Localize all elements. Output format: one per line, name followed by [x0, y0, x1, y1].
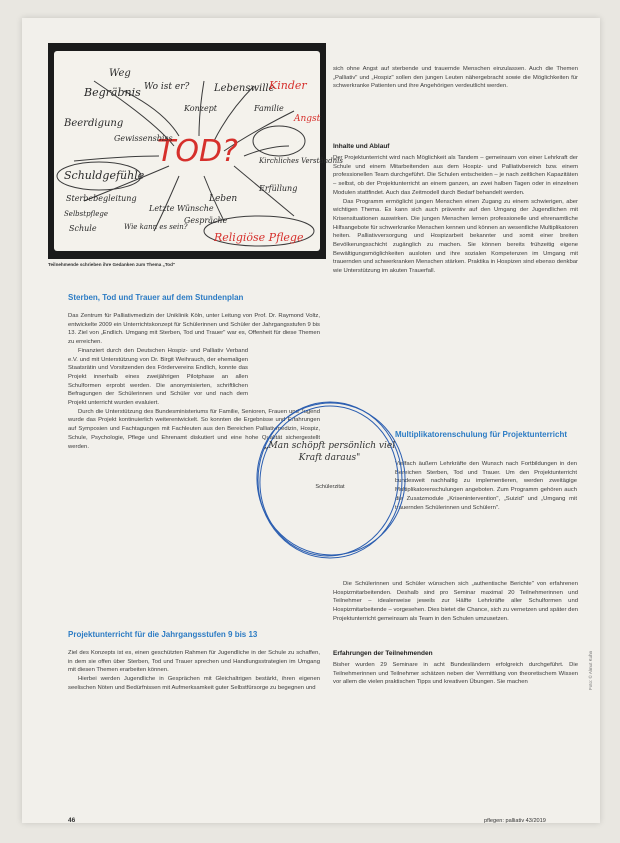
heading-projektunterricht: Projektunterricht für die Jahrgangsstufen 9 bis 13: [68, 630, 258, 639]
photo-caption: Teilnehmende schrieben ihre Gedanken zum Thema „Tod": [48, 262, 176, 267]
paragraph: Das Zentrum für Palliativmedizin der Uniklinik Köln, unter Leitung von Prof. Dr. Raymond Voltz, entwickelte 2009 ein Unterrichtskonzept für Schülerinnen und Schüler der Jahrgangsstufen 9 bis 13. Ziel von „Endlich. Umgang mit Sterben, Tod und Trauer" war es, Offenheit für diese Themen zu erreichen.: [68, 313, 320, 346]
whiteboard: [54, 51, 343, 251]
board-word: Gewissensbiss: [114, 134, 173, 143]
paragraph: Ziel des Konzepts ist es, einen geschützten Rahmen für Jugendliche in der Schule zu schaffen, in dem sie offen über Sterben, Tod und Trauer sprechen und Handlungsstrategien im Umgang mit diesen Themen erarbeiten können.: [68, 650, 320, 674]
board-word: Schule: [69, 224, 97, 233]
quote-text: „Man schöpft persönlich viel Kraft daraus": [263, 441, 396, 463]
paragraph: Das Programm ermöglicht jungen Menschen einen Zugang zu einem schwierigen, aber wichtigen Thema. Es kann sich auch präventiv auf den Umgang der Jugendlichen mit Krisensituationen auswirken. Die jungen Menschen lernen professionelle und ehrenamtliche Hilfsangebote für schwerkranke Menschen kennen und können an wesentliche Multiplikatoren heiten. Palliativversorgung und Hospizarbeit bekannter und somit einer breiten Bevölkerungsschicht zugänglich zu machen. Sie können bereits frühzeitig eigene Bewältigungsmöglichkeiten ausloten und ihre sozialen Kompetenzen im Umgang mit trauernden und schwerkranken Menschen stärken. Praktika in Hospizen sind ebenso denkbar wie Unterstützung im akuten Trauerfall.: [333, 198, 578, 275]
board-word: Angst: [294, 114, 321, 124]
right-column-text-mp: Vielfach äußern Lehrkräfte den Wunsch nach Fortbildungen in den Bereichen Sterben, Tod und Trauer. Um den Projektunterricht bundesweit nachhaltig zu implementieren, werden zweitägige Multiplikatorenschulungen angeboten. Zum Programm gehören auch die Zusatzmodule „Krisenintervention", „Suizid" und „Umgang mit trauernden Schülerinnen und Schülern".: [395, 461, 577, 511]
board-word: Letzte Wünsche: [149, 204, 214, 213]
board-word: Gespräche: [184, 216, 228, 225]
board-word: Begräbnis: [84, 86, 141, 99]
board-word: Beerdigung: [64, 118, 124, 129]
paragraph: Durch die Unterstützung des Bundesministeriums für Familie, Senioren, Frauen und Jugend wurde das Projekt kontinuierlich weiterentwickelt. So konnten die Ergebnisse und Erfahrungen auf Symposien und Fachtagungen mit Fachleuten aus den Bereichen Palliativmedizin, Hospiz, Schule, Psychologie, Pflege und Ehrenamt diskutiert und eine hohe Qualität sichergestellt werden.: [68, 408, 320, 450]
board-word: Weg: [109, 68, 131, 79]
board-word: Schuldgefühle: [64, 169, 145, 182]
right-column-text-et: Bisher wurden 29 Seminare in acht Bundesländern erfolgreich durchgeführt. Die Teilnehmerinnen und Teilnehmer schätzen neben der Vermittlung von theoretischem Wissen vor allem die vielen praktischen Tipps und kreativen Übungen. Sie machen: [333, 662, 578, 686]
board-word: Lebenswille: [214, 83, 275, 94]
board-word: Sterbebegleitung: [66, 194, 137, 203]
board-word: Erfüllung: [259, 184, 298, 193]
board-word: Selbstpflege: [64, 210, 108, 218]
photo-credit: Foto: © Almut Kuhn: [588, 650, 593, 690]
paragraph: Der Projektunterricht wird nach Möglichkeit als Tandem – gemeinsam von einer Lehrkraft der Schule und einem Mitarbeitenden aus dem Hospiz- und Palliativbereich bzw. einem professionellen Team durchgeführt. Die Schulen entscheiden – je nach zeitlichen Kapazitäten – selbst, ob der Projektunterricht an einem ganzen, an zwei halben Tagen oder in einzelnen Modulen stattfindet. Auch das Zeitmodell durch Bedarf behandelt werden.: [333, 155, 578, 196]
heading-erfahrungen: Erfahrungen der Teilnehmenden: [333, 650, 433, 657]
circle-drawing: [250, 395, 410, 565]
heading-inhalte: Inhalte und Ablauf: [333, 143, 390, 150]
page-number: 46: [68, 817, 76, 824]
paragraph: Finanziert durch den Deutschen Hospiz- und Palliativ Verband e.V. und mit Unterstützung von Dr. Birgit Weihrauch, der ehemaligen Staatsrätin und Vorsitzenden des Fördervereins Endlich, konnte das Projekt innerhalb eines zweijährigen Pilotphase an allen Schulformen erprobt werden. Die anonymisierten, schriftlichen Befragungen der Schülerinnen und Schüler vor und nach dem Projekt unterricht wurden evaluiert.: [68, 347, 248, 407]
right-column-text-inhalte: [333, 154, 578, 276]
board-word: Wo ist er?: [144, 82, 190, 92]
board-word: Kirchliches Verständnis: [259, 157, 343, 165]
journal-name: pflegen: palliativ 43/2019: [484, 818, 546, 824]
heading-multiplikatoren: Multiplikatorenschulung für Projektunterricht: [395, 430, 568, 439]
right-column-text-top: sich ohne Angst auf sterbende und trauernde Menschen einzulassen. Auch die Themen „Palliativ" und „Hospiz" sollen den jungen Leuten nähergebracht sowie die Möglichkeiten für schwerkranke Patienten und ihre Angehörigen verdeutlicht werden.: [333, 66, 578, 90]
whiteboard-drawing: [54, 51, 343, 251]
right-column-text-mp2: Die Schülerinnen und Schüler wünschen sich „authentische Berichte" von erfahrenen Hospizmitarbeitenden. Deshalb sind pro Seminar maximal 20 Teilnehmerinnen und Teilnehmer – idealerweise jeweils zur Hälfte Lehrkräfte aller Schulformen und Hospizmitarbeitende – vorgesehen. Dies bietet die Chance, sich zu vernetzen und später den Projektunterricht gemeinsam als Team in den Schulen umzusetzen.: [333, 581, 578, 622]
board-word-tod: TOD?: [157, 134, 238, 169]
quote-source: Schülerzitat: [315, 484, 345, 490]
whiteboard-photo: [48, 43, 343, 259]
board-word: Religiöse Pflege: [214, 231, 304, 244]
quote-circle: [250, 395, 410, 565]
heading-stundenplan: Sterben, Tod und Trauer auf dem Stundenplan: [68, 293, 244, 302]
paragraph: Hierbei werden Jugendliche in Gesprächen mit Gleichaltrigen bestärkt, ihren eigenen seelischen Nöten und Bedürfnissen mit Aufmerksamkeit guter Selbstfürsorge zu begegnen und: [68, 676, 320, 691]
board-word: Leben: [209, 194, 238, 204]
board-word: Wie kann es sein?: [124, 223, 188, 231]
left-column-text-2: [68, 649, 320, 693]
board-word: Kinder: [269, 79, 307, 92]
board-word: Familie: [254, 104, 284, 113]
board-word: Konzept: [184, 104, 218, 113]
